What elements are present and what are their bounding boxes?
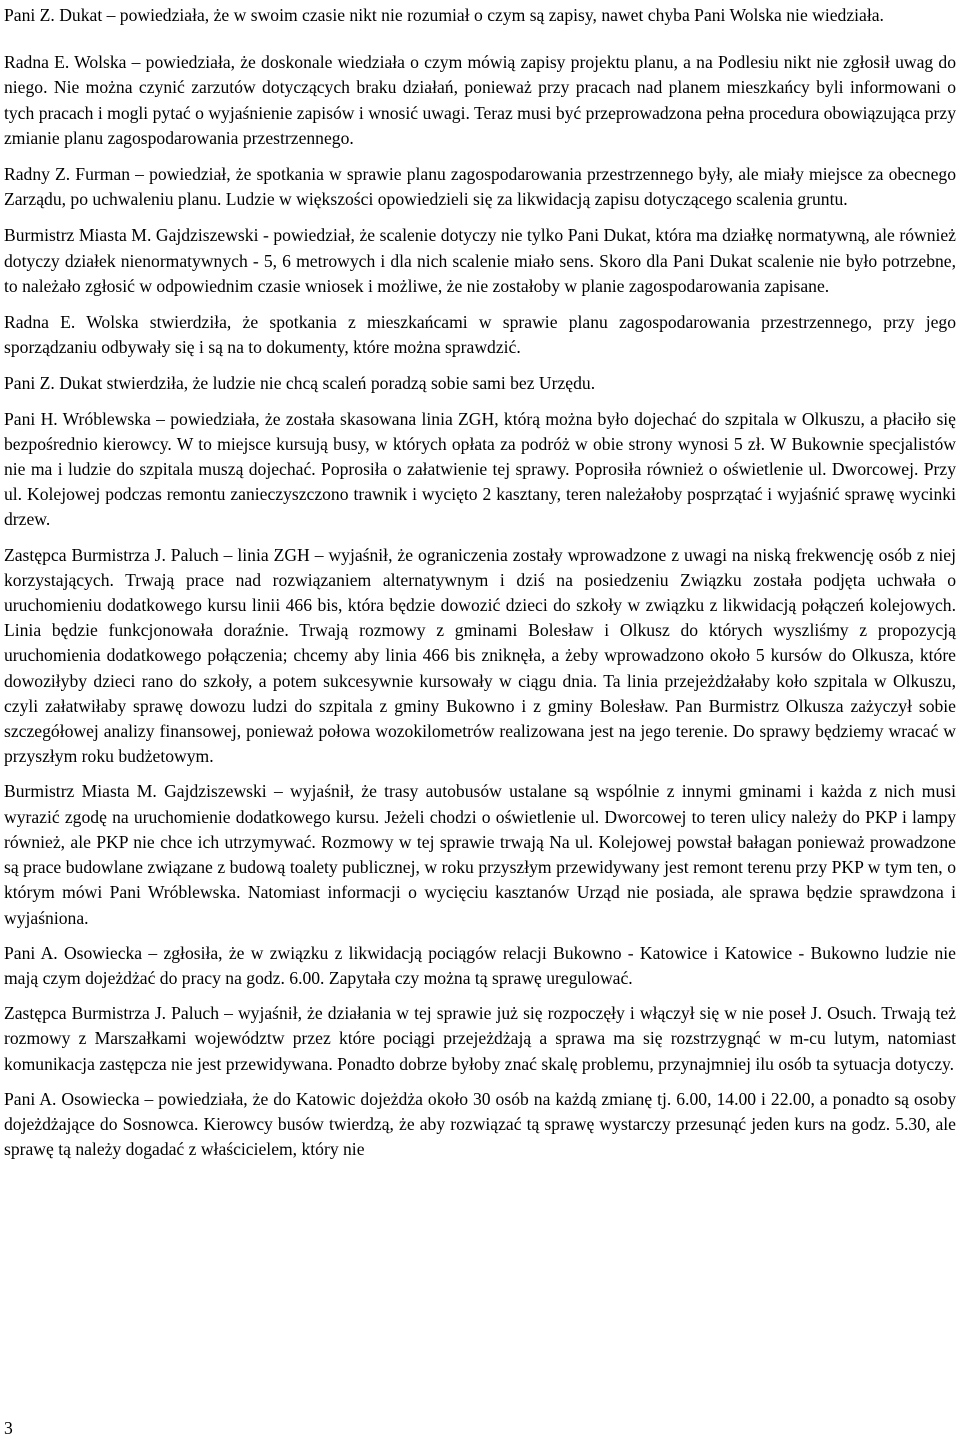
paragraph-paluch-1: Zastępca Burmistrza J. Paluch – linia ZGH – wyjaśnił, że ograniczenia zostały wprowadzone z uwagi na niską frekwencję osób z niej korzystających. Trwają prace nad rozwiązaniem alternatywnym i dziś na posiedzeniu Związku została podjęta uchwała o uruchomieniu dodatkowego kursu linii 466 bis, która będzie dowozić dzieci do szkoły w związku z likwidacją połączeń kolejowych. Linia będzie funkcjonowała doraźnie. Trwają rozmowy z gminami Bolesław i Olkusz do których wyszliśmy z propozycją uruchomienia dodatkowego połączenia; chcemy aby linia 466 bis zniknęła, a żeby wprowadzono około 5 kursów do Olkusza, które dowoziłyby dzieci rano do szkoły, a potem sukcesywnie kursowały w ciągu dnia. Ta linia przejeżdżałaby koło szpitala w Olkuszu, czyli załatwiłaby sprawę dowozu ludzi do szpitala z gminy Bukowno i z gminy Bolesław. Pan Burmistrz Olkusza zażyczył sobie szczegółowej analizy finansowej, ponieważ połowa wozokilometrów realizowana jest na jego terenie. Do sprawy będziemy wracać w przyszłym roku budżetowym. <box>4 544 956 767</box>
paragraph-wolska-1: Radna E. Wolska – powiedziała, że doskonale wiedziała o czym mówią zapisy projektu planu, a na Podlesiu nikt nie zgłosił uwag do niego. Nie można czynić zarzutów dotyczących braku działań, ponieważ przy pracach nad planem mieszkańcy byli informowani o tych pracach i mogli pytać o wyjaśnienie zapisów i wnosić uwagi. Teraz musi być przeprowadzona pełna procedura obowiązująca przy zmianie planu zagospodarowania przestrzennego. <box>4 52 956 148</box>
page-number: 3 <box>4 1418 13 1438</box>
paragraph-wroblewska: Pani H. Wróblewska – powiedziała, że została skasowana linia ZGH, którą można było dojechać do szpitala w Olkuszu, a płaciło się bezpośrednio kierowcy. W to miejsce kursują busy, w których opłata za podróż w obie strony wynosi 5 zł. W Bukownie specjalistów nie ma i ludzie do szpitala muszą dojechać. Poprosiła o załatwienie tej sprawy. Poprosiła również o oświetlenie ul. Dworcowej. Przy ul. Kolejowej podczas remontu zanieczyszczono trawnik i wycięto 2 kasztany, teren należałoby posprzątać i wyjaśnić sprawę wycinki drzew. <box>4 408 956 530</box>
paragraph-paluch-2: Zastępca Burmistrza J. Paluch – wyjaśnił, że działania w tej sprawie już się rozpoczęły i włączył się w nie poseł J. Osuch. Trwają też rozmowy z Marszałkami województw przez które pociągi przejeżdżają a sprawa ma się rozstrzygnąć w m-cu lutym, natomiast komunikacja zastępcza nie jest przewidywana. Ponadto dobrze byłoby znać skalę problemu, przynajmniej ilu osób ta sytuacja dotyczy. <box>4 1003 956 1074</box>
paragraph-wolska-2: Radna E. Wolska stwierdziła, że spotkania z mieszkańcami w sprawie planu zagospodarowania przestrzennego, przy jego sporządzaniu odbywały się i są na to dokumenty, które można sprawdzić. <box>4 312 956 358</box>
paragraph-dukat-2: Pani Z. Dukat stwierdziła, że ludzie nie chcą scaleń poradzą sobie sami bez Urzędu. <box>4 373 596 394</box>
paragraph-osowiecka-2: Pani A. Osowiecka – powiedziała, że do Katowic dojeżdża około 30 osób na każdą zmianę tj. 6.00, 14.00 i 22.00, a ponadto są osoby dojeżdżające do Sosnowca. Kierowcy busów twierdzą, że aby rozwiązać tą sprawę wystarczy przesunąć jeden kurs na godz. 5.30, ale sprawę tą należy dogadać z właścicielem, który nie <box>4 1088 956 1160</box>
paragraph-gajdziszewski-1: Burmistrz Miasta M. Gajdziszewski - powiedział, że scalenie dotyczy nie tylko Pani Dukat, która ma działkę normatywną, ale również dotyczy działek nienormatywnych - 5, 6 metrowych i dla nich scalenie miało sens. Skoro dla Pani Dukat scalenie nie było potrzebne, to należało zgłosić w odpowiednim czasie wniosek i możliwe, że nie zostałoby w planie zagospodarowania zapisane. <box>4 225 956 296</box>
paragraph-furman: Radny Z. Furman – powiedział, że spotkania w sprawie planu zagospodarowania przestrzennego były, ale miały miejsce za obecnego Zarządu, po uchwaleniu planu. Ludzie w większości opowiedzieli się za likwidacją zapisu dotyczącego scalenia gruntu. <box>4 164 956 210</box>
paragraph-dukat-1: Pani Z. Dukat – powiedziała, że w swoim czasie nikt nie rozumiał o czym są zapisy, nawet chyba Pani Wolska nie wiedziała. <box>4 5 884 25</box>
paragraph-gajdziszewski-2: Burmistrz Miasta M. Gajdziszewski – wyjaśnił, że trasy autobusów ustalane są wspólnie z innymi gminami i każda z nich musi wyrazić zgodę na uruchomienie dodatkowego kursu. Jeżeli chodzi o oświetlenie ul. Dworcowej to teren ulicy należy do PKP i lampy również, ale PKP nie chce ich utrzymywać. Rozmowy w tej sprawie trwają Na ul. Kolejowej powstał bałagan ponieważ prowadzone są prace budowlane związane z budową toalety publicznej, w roku przyszłym przewidywany jest remont terenu przy PKP w tym ten, o którym mówi Pani Wróblewska. Natomiast informacji o wycięciu kasztanów Urząd nie posiada, ale sprawa będzie sprawdzona i wyjaśniona. <box>4 781 956 928</box>
paragraph-osowiecka-1: Pani A. Osowiecka – zgłosiła, że w związku z likwidacją pociągów relacji Bukowno - Katowice i Katowice - Bukowno ludzie nie mają czym dojeżdżać do pracy na godz. 6.00. Zapytała czy można tą sprawę uregulować. <box>4 942 956 988</box>
